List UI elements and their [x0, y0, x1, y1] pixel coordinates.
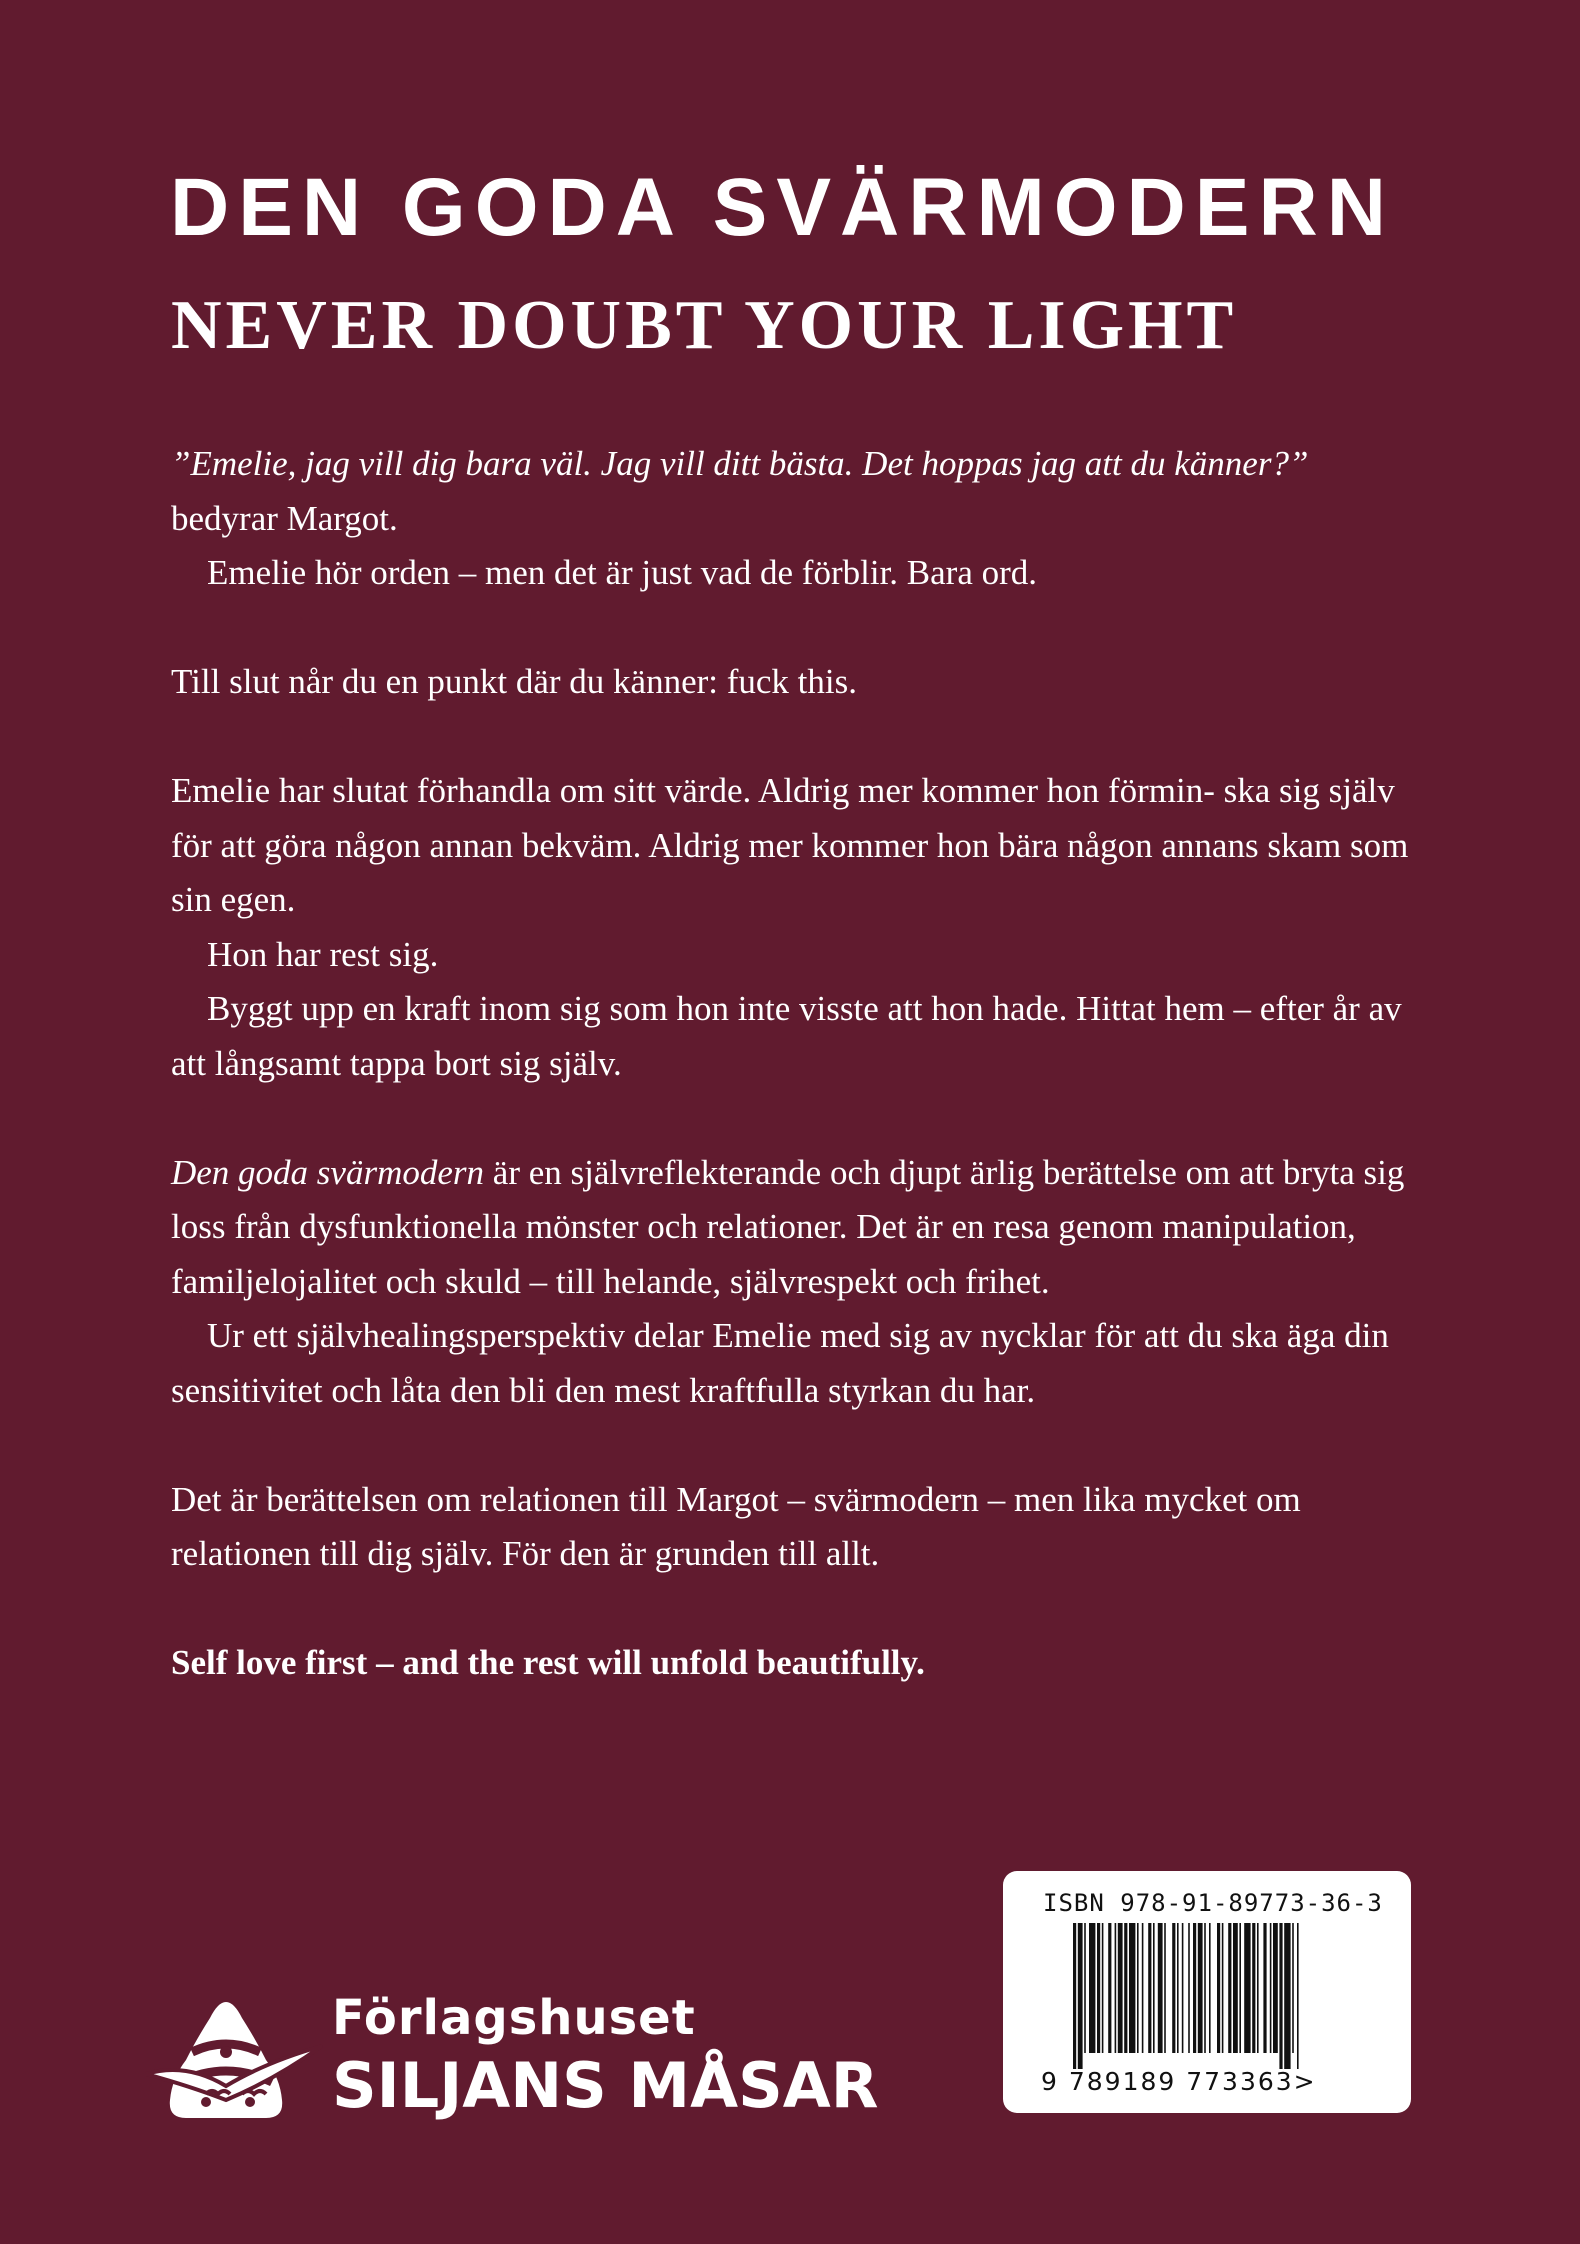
publisher-name-line1: Förlagshuset: [332, 1990, 696, 2046]
barcode-bar: [1115, 1923, 1117, 2053]
blurb-paragraph-3: Emelie har slutat förhandla om sitt värde. Aldrig mer kommer hon förmin- ska sig själv för att göra någon annan bekväm. Aldrig mer kommer hon bära någon annans skam som sin egen.: [171, 771, 1409, 919]
barcode-bar: [1209, 1923, 1211, 2053]
blurb-paragraph-2: Till slut når du en punkt där du känner: fuck this.: [171, 662, 857, 701]
barcode-bar: [1108, 1923, 1111, 2053]
blurb-quote-paragraph: [171, 437, 1411, 546]
barcode-panel: [1003, 1871, 1411, 2113]
barcode-bar: [1142, 1923, 1144, 2053]
barcode-bar: [1164, 1923, 1166, 2053]
blurb-text: [171, 437, 1411, 1691]
barcode-digits: [1041, 2067, 1317, 2096]
barcode-bar: [1198, 1923, 1203, 2053]
barcode-bar: [1239, 1923, 1241, 2053]
barcode-bar: [1124, 1923, 1127, 2053]
blurb-paragraph-1: Emelie hör orden – men det är just vad de förblir. Bara ord.: [207, 553, 1038, 592]
barcode-end-marker: >: [1293, 2067, 1317, 2096]
seagull-hive-logo-icon: [146, 1990, 326, 2130]
barcode-bar: [1204, 1923, 1206, 2053]
barcode-number: 9 789189 773363: [1041, 2067, 1294, 2096]
barcode-bar: [1193, 1923, 1196, 2053]
barcode-bar: [1273, 1923, 1278, 2053]
blurb-paragraph-7: Ur ett självhealingsperspektiv delar Emelie med sig av nycklar för att du ska äga din sensitivitet och låta den bli den mest kraftfulla styrkan du har.: [171, 1316, 1389, 1410]
barcode-bar: [1153, 1923, 1155, 2053]
blurb-paragraph-6: [171, 1146, 1411, 1310]
barcode-bar: [1244, 1923, 1250, 2053]
barcode-bar: [1279, 1923, 1282, 2069]
barcode-bar: [1073, 1923, 1076, 2069]
barcode-icon: [1073, 1923, 1303, 2069]
blurb-book-title-italic: Den goda svärmodern: [171, 1152, 485, 1192]
barcode-bar: [1089, 1923, 1095, 2053]
barcode-bar: [1078, 1923, 1083, 2069]
blurb-paragraph-8: Det är berättelsen om relationen till Margot – svärmodern – men lika mycket om relationen till dig själv. För den är grunden till allt.: [171, 1479, 1301, 1573]
barcode-bar: [1172, 1923, 1175, 2053]
blurb-quote: ”Emelie, jag vill dig bara väl. Jag vill ditt bästa. Det hoppas jag att du känner?”: [171, 444, 1309, 483]
barcode-bar: [1137, 1923, 1139, 2053]
barcode-bar: [1148, 1923, 1151, 2053]
barcode-bar: [1188, 1923, 1190, 2053]
blurb-quote-attribution: bedyrar Margot.: [171, 498, 398, 538]
blurb-paragraph-4: Hon har rest sig.: [207, 934, 439, 974]
barcode-bar: [1263, 1923, 1266, 2053]
barcode-bar: [1182, 1923, 1184, 2053]
barcode-bar: [1177, 1923, 1179, 2053]
publisher-name-line2: SILJANS MÅSAR: [332, 2049, 879, 2122]
isbn-label: ISBN 978-91-89773-36-3: [1043, 1889, 1383, 1917]
book-subtitle: NEVER DOUBT YOUR LIGHT: [171, 287, 1238, 364]
barcode-bar: [1257, 1923, 1259, 2053]
barcode-bar: [1270, 1923, 1272, 2053]
tagline-text: Self love first – and the rest will unfold beautifully.: [171, 1643, 925, 1682]
barcode-bar: [1222, 1923, 1224, 2053]
barcode-bar: [1252, 1923, 1255, 2053]
barcode-bar: [1284, 1923, 1290, 2069]
barcode-bar: [1102, 1923, 1104, 2053]
barcode-bar: [1228, 1923, 1231, 2053]
barcode-bar: [1084, 1923, 1086, 2053]
blurb-tagline: [171, 1636, 1411, 1691]
barcode-bar: [1118, 1923, 1123, 2053]
barcode-bar: [1292, 1923, 1294, 2053]
barcode-bar: [1217, 1923, 1220, 2053]
barcode-bar: [1097, 1923, 1100, 2053]
publisher-logo: [146, 1990, 879, 2130]
barcode-bar: [1297, 1923, 1299, 2069]
barcode-bar: [1129, 1923, 1135, 2053]
barcode-bar: [1233, 1923, 1238, 2053]
blurb-paragraph-5: Byggt upp en kraft inom sig som hon inte visste att hon hade. Hittat hem – efter år av att långsamt tappa bort sig själv.: [171, 989, 1402, 1083]
barcode-bar: [1158, 1923, 1163, 2053]
book-title: DEN GODA SVÄRMODERN: [170, 162, 1395, 253]
blurb-paragraph-6-text: är en självreflekterande och djupt ärlig berättelse om att bryta sig loss från dysfunktionella mönster och relationer. Det är en resa genom manipulation, familjelojalitet och skuld – till helande, självrespekt och frihet.: [171, 1152, 1405, 1301]
